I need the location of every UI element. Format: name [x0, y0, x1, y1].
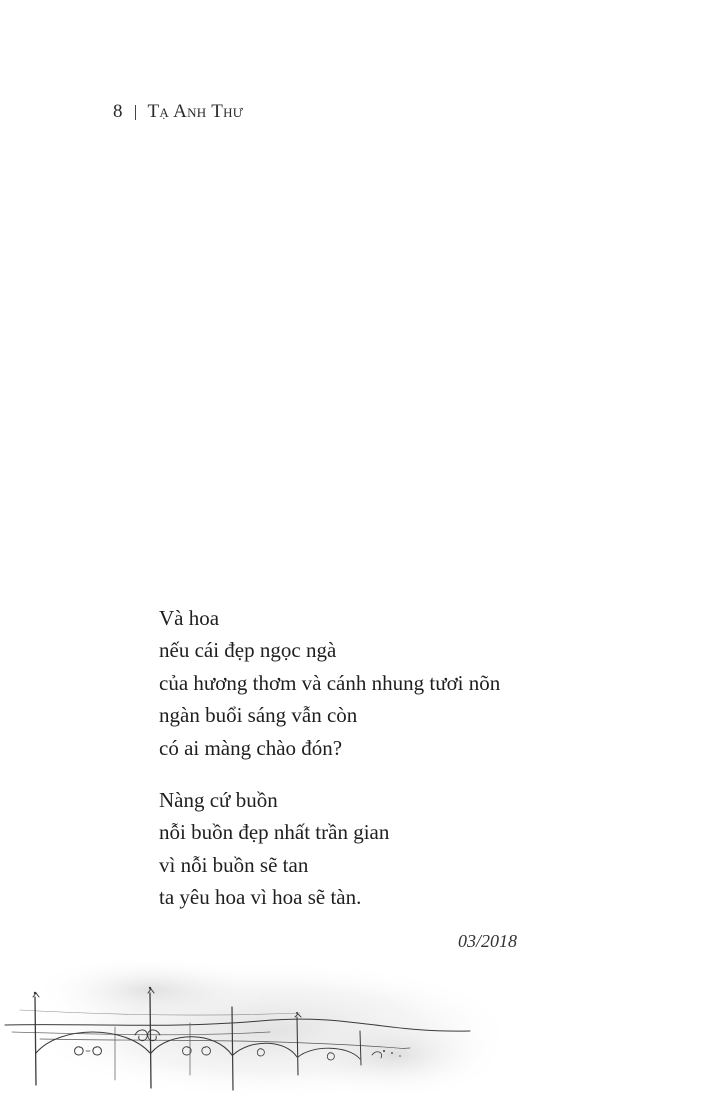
- poem: [159, 602, 500, 914]
- wrought-iron-fence-sketch-icon: [0, 935, 726, 1098]
- poem-line: vì nỗi buồn sẽ tan: [159, 852, 309, 877]
- page-number: 8: [113, 101, 123, 122]
- author-name: Tạ Anh Thư: [147, 101, 244, 122]
- poem-line: nếu cái đẹp ngọc ngà: [159, 638, 337, 663]
- header-divider: [135, 105, 136, 120]
- stanza-2: [159, 784, 500, 914]
- poem-line: có ai màng chào đón?: [159, 735, 343, 760]
- poem-line: Nàng cứ buồn: [159, 788, 278, 813]
- poem-date: 03/2018: [458, 931, 518, 951]
- poem-line: của hương thơm và cánh nhung tươi nõn: [159, 670, 501, 695]
- stanza-1: [159, 602, 500, 764]
- poem-line: ngàn buổi sáng vẫn còn: [159, 703, 358, 728]
- poem-line: nỗi buồn đẹp nhất trần gian: [159, 820, 390, 845]
- running-header: [113, 98, 243, 126]
- poem-line: ta yêu hoa vì hoa sẽ tàn.: [159, 885, 362, 910]
- poem-line: Và hoa: [159, 606, 220, 630]
